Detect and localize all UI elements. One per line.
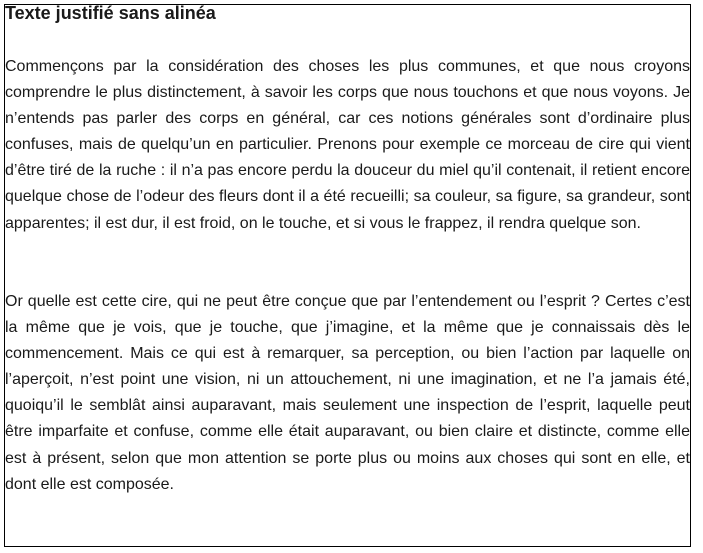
paragraph-1: Commençons par la considération des choses les plus communes, et que nous croyons comprendre le plus distinctement, à savoir les corps que nous touchons et que nous voyons. Je n’entends pas parler des corps en général, car ces notions générales sont d’ordinaire plus confuses, mais de quelqu’un en particulier. Prenons pour exemple ce morceau de cire qui vient d’être tiré de la ruche : il n’a pas encore perdu la douceur du miel qu’il contenait, il retient encore quelque chose de l’odeur des fleurs dont il a été recueilli; sa couleur, sa figure, sa grandeur, sont apparentes; il est dur, il est froid, on le touche, et si vous le frappez, il rendra quelque son. [5, 58, 690, 232]
paragraph-2: Or quelle est cette cire, qui ne peut être conçue que par l’entendement ou l’esprit ? Certes c’est la même que je vois, que je touche, que j’imagine, et la même que je connaissais dès le commencement. Mais ce qui est à remarquer, sa perception, ou bien l’action par laquelle on l’aperçoit, n’est point une vision, ni un attouchement, ni une imagination, et ne l’a jamais été, quoiqu’il le semblât ainsi auparavant, mais seulement une inspection de l’esprit, laquelle peut être imparfaite et confuse, comme elle était auparavant, ou bien claire et distincte, comme elle est à présent, selon que mon attention se porte plus ou moins aux choses qui sont en elle, et dont elle est composée. [5, 293, 690, 493]
document-title: Texte justifié sans alinéa [5, 3, 216, 23]
